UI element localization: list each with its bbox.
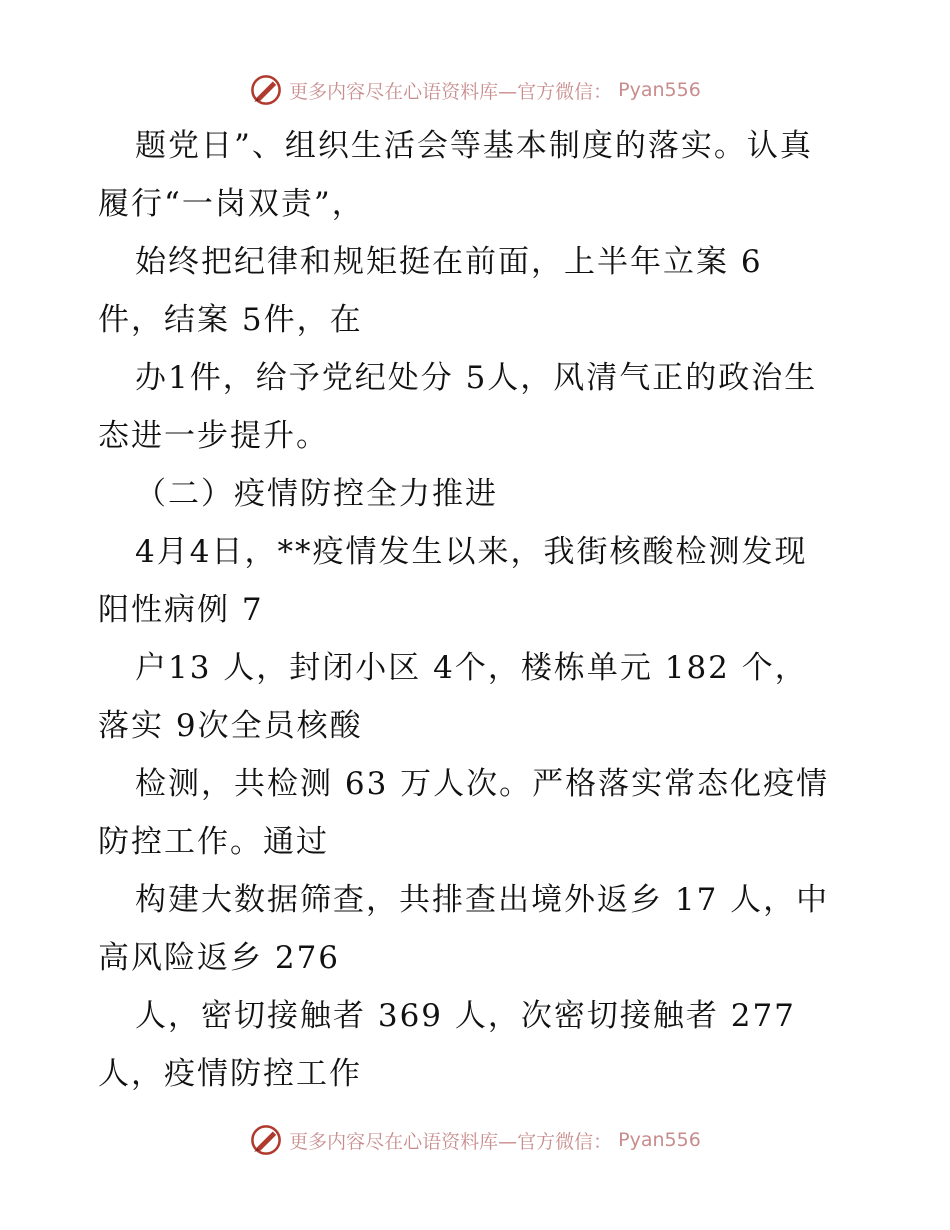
pen-logo-icon: [249, 1123, 283, 1157]
text-line: 态进一步提升。: [98, 418, 329, 454]
pen-logo-icon: [249, 73, 283, 107]
header-watermark: [0, 70, 950, 110]
watermark-wechat-id: Pyan556: [618, 79, 701, 101]
footer-watermark: [0, 1120, 950, 1160]
text-line: 始终把纪律和规矩挺在前面，上半年立案 6: [135, 244, 763, 280]
watermark-wechat-id: Pyan556: [618, 1129, 701, 1151]
text-line: 阳性病例 7: [98, 592, 264, 628]
text-line: 人，密切接触者 369 人，次密切接触者 277: [135, 998, 796, 1034]
text-line: 题党日”、组织生活会等基本制度的落实。认真: [135, 128, 813, 164]
watermark-site-text: 更多内容尽在心语资料库—官方微信：: [289, 80, 613, 103]
text-line: 落实 9次全员核酸: [98, 708, 363, 744]
text-line: 人，疫情防控工作: [98, 1056, 362, 1092]
text-line: （二）疫情防控全力推进: [135, 476, 498, 512]
text-line: 户13 人，封闭小区 4个，楼栋单元 182 个，: [135, 650, 808, 686]
text-line: 履行“一岗双责”，: [98, 186, 365, 222]
text-line: 防控工作。通过: [98, 824, 329, 860]
text-line: 构建大数据筛查，共排查出境外返乡 17 人，中: [135, 882, 830, 918]
text-line: 办1件，给予党纪处分 5人，风清气正的政治生: [135, 360, 818, 396]
watermark-site-text: 更多内容尽在心语资料库—官方微信：: [289, 1130, 613, 1153]
text-line: 件，结案 5件，在: [98, 302, 363, 338]
text-line: 高风险返乡 276: [98, 940, 341, 976]
document-body: [98, 117, 858, 1103]
text-line: 检测，共检测 63 万人次。严格落实常态化疫情: [135, 766, 830, 802]
text-line: 4月4日，**疫情发生以来，我街核酸检测发现: [135, 534, 808, 570]
